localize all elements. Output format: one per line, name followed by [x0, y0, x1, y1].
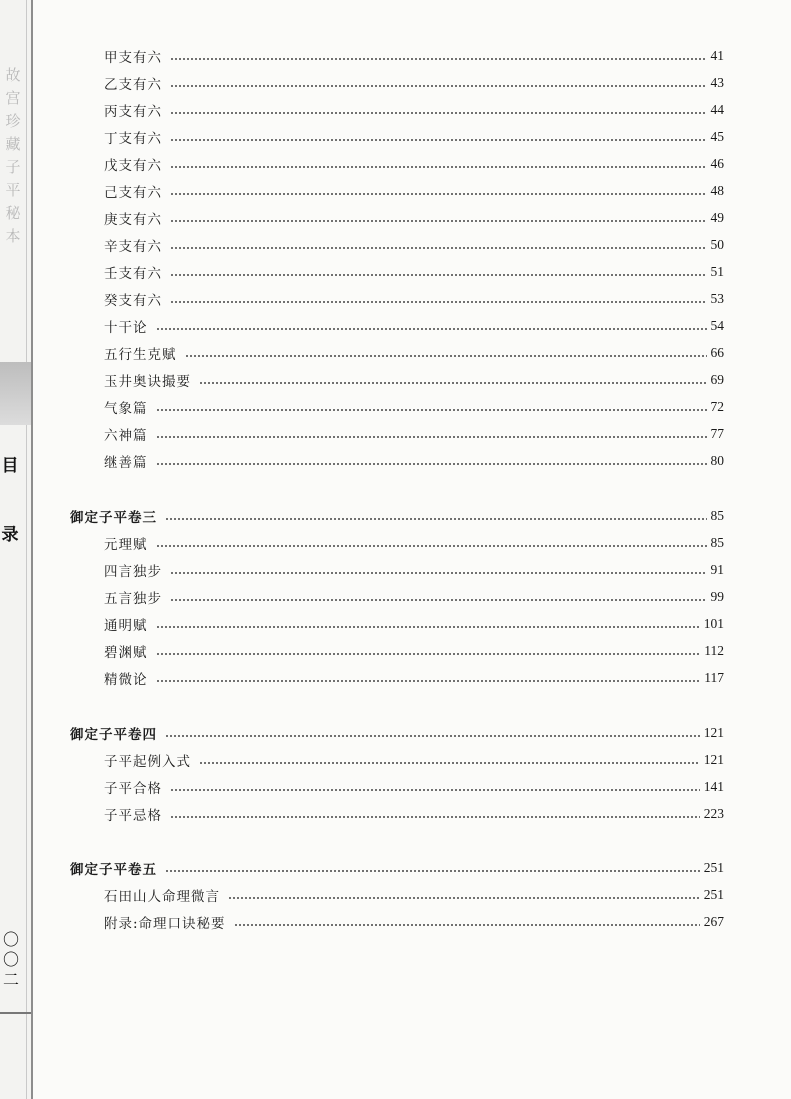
toc-entry-title: 五言独步: [104, 591, 162, 607]
toc-entry-page: 72: [710, 399, 724, 414]
toc-entry-page: 117: [704, 670, 724, 685]
toc-entry[interactable]: [104, 667, 724, 689]
toc-entry[interactable]: [104, 342, 724, 364]
footer-rule: [0, 1012, 31, 1014]
side-label-lu: 录: [1, 525, 19, 545]
toc-volume-title: 御定子平卷三: [70, 510, 157, 526]
toc-entry-page: 66: [710, 345, 724, 360]
dot-leader: [165, 870, 700, 872]
toc-volume-page: 85: [710, 508, 724, 523]
margin-rule: [31, 0, 33, 1099]
toc-entry-title: 丙支有六: [104, 104, 162, 120]
dot-leader: [170, 220, 707, 222]
toc-entry-title: 子平起例入式: [104, 754, 191, 770]
dot-leader: [170, 58, 707, 60]
toc-entry[interactable]: [104, 207, 724, 229]
toc-entry[interactable]: [104, 261, 724, 283]
dot-leader: [228, 897, 700, 899]
toc-volume-heading[interactable]: [70, 857, 724, 879]
toc-entry[interactable]: [104, 72, 724, 94]
dot-leader: [156, 653, 701, 655]
dot-leader: [170, 572, 707, 574]
toc-entry[interactable]: [104, 613, 724, 635]
toc-entry[interactable]: [104, 315, 724, 337]
toc-volume-title: 御定子平卷五: [70, 862, 157, 878]
toc-volume-page: 121: [703, 725, 724, 740]
toc-entry[interactable]: [104, 180, 724, 202]
toc-entry-page: 50: [710, 237, 724, 252]
toc-entry[interactable]: [104, 532, 724, 554]
dot-leader: [185, 355, 707, 357]
dot-leader: [156, 545, 707, 547]
toc-entry[interactable]: [104, 153, 724, 175]
dot-leader: [170, 816, 700, 818]
dot-leader: [170, 193, 707, 195]
toc-entry-page: 251: [703, 887, 724, 902]
dot-leader: [156, 436, 707, 438]
toc-entry-page: 121: [703, 752, 724, 767]
toc-entry-page: 51: [710, 264, 724, 279]
dot-leader: [156, 328, 707, 330]
toc-entry-page: 48: [710, 183, 724, 198]
toc-entry-title: 辛支有六: [104, 239, 162, 255]
dot-leader: [156, 463, 707, 465]
toc-entry-title: 附录:命理口诀秘要: [104, 916, 226, 932]
toc-entry-title: 玉井奥诀撮要: [104, 374, 191, 390]
dot-leader: [199, 762, 700, 764]
toc-volume-title: 御定子平卷四: [70, 727, 157, 743]
dot-leader: [170, 789, 700, 791]
toc-entry[interactable]: [104, 99, 724, 121]
dot-leader: [165, 518, 707, 520]
dot-leader: [170, 139, 707, 141]
margin-inner-rule: [26, 0, 27, 1099]
toc-entry-page: 43: [710, 75, 724, 90]
toc-entry-page: 112: [704, 643, 724, 658]
dot-leader: [199, 382, 707, 384]
toc-entry[interactable]: [104, 559, 724, 581]
dot-leader: [165, 735, 700, 737]
side-label-mu: 目: [1, 456, 19, 476]
toc-volume-heading[interactable]: [70, 505, 724, 527]
toc-entry-title: 十干论: [104, 320, 148, 336]
toc-entry[interactable]: [104, 884, 724, 906]
toc-volume-page: 251: [703, 860, 724, 875]
dot-leader: [170, 112, 707, 114]
toc-entry-title: 子平合格: [104, 781, 162, 797]
toc-entry-title: 继善篇: [104, 455, 148, 471]
dot-leader: [156, 409, 707, 411]
dot-leader: [156, 626, 700, 628]
toc-volume-heading[interactable]: [70, 722, 724, 744]
toc-entry[interactable]: [104, 450, 724, 472]
toc-entry[interactable]: [104, 45, 724, 67]
toc-entry[interactable]: [104, 911, 724, 933]
toc-entry-title: 戊支有六: [104, 158, 162, 174]
toc-entry-page: 141: [703, 779, 724, 794]
toc-entry-title: 元理赋: [104, 537, 148, 553]
toc-entry-page: 44: [710, 102, 724, 117]
dot-leader: [170, 274, 707, 276]
toc-entry[interactable]: [104, 776, 724, 798]
toc-entry[interactable]: [104, 234, 724, 256]
toc-entry-title: 通明赋: [104, 618, 148, 634]
toc-entry[interactable]: [104, 396, 724, 418]
toc-entry-title: 庚支有六: [104, 212, 162, 228]
dot-leader: [170, 247, 707, 249]
toc-entry-page: 54: [710, 318, 724, 333]
dot-leader: [170, 166, 707, 168]
toc-entry-title: 癸支有六: [104, 293, 162, 309]
toc-entry-page: 41: [710, 48, 724, 63]
toc-entry[interactable]: [104, 640, 724, 662]
toc-entry-page: 45: [710, 129, 724, 144]
toc-entry-title: 丁支有六: [104, 131, 162, 147]
toc-entry-page: 77: [710, 426, 724, 441]
toc-entry-title: 己支有六: [104, 185, 162, 201]
dot-leader: [170, 599, 707, 601]
margin-gray-band: [0, 362, 31, 425]
toc-entry[interactable]: [104, 369, 724, 391]
toc-entry-title: 六神篇: [104, 428, 148, 444]
series-title: 故宫珍藏子平秘本: [5, 66, 21, 245]
toc-entry-title: 甲支有六: [104, 50, 162, 66]
toc-entry[interactable]: [104, 288, 724, 310]
toc-entry-title: 四言独步: [104, 564, 162, 580]
toc-entry-title: 壬支有六: [104, 266, 162, 282]
page-number: 〇〇二: [2, 930, 19, 989]
toc-entry-page: 267: [703, 914, 724, 929]
toc-entry-page: 53: [710, 291, 724, 306]
toc-entry-page: 85: [710, 535, 724, 550]
toc-entry-title: 碧渊赋: [104, 645, 148, 661]
toc-entry-page: 69: [710, 372, 724, 387]
toc-entry-title: 子平忌格: [104, 808, 162, 824]
toc-entry-page: 99: [710, 589, 724, 604]
toc-entry[interactable]: [104, 126, 724, 148]
toc-entry-page: 223: [703, 806, 724, 821]
toc-entry[interactable]: [104, 749, 724, 771]
toc-entry-page: 101: [703, 616, 724, 631]
toc-entry[interactable]: [104, 423, 724, 445]
toc-entry-title: 五行生克赋: [104, 347, 177, 363]
toc-entry-page: 80: [710, 453, 724, 468]
toc-entry[interactable]: [104, 803, 724, 825]
toc-entry-page: 46: [710, 156, 724, 171]
dot-leader: [156, 680, 701, 682]
dot-leader: [170, 301, 707, 303]
dot-leader: [234, 924, 700, 926]
toc-entry[interactable]: [104, 586, 724, 608]
toc-entry-title: 乙支有六: [104, 77, 162, 93]
dot-leader: [170, 85, 707, 87]
toc-entry-title: 精微论: [104, 672, 148, 688]
toc-entry-title: 气象篇: [104, 401, 148, 417]
toc-entry-page: 91: [710, 562, 724, 577]
toc-entry-page: 49: [710, 210, 724, 225]
toc-entry-title: 石田山人命理微言: [104, 889, 220, 905]
